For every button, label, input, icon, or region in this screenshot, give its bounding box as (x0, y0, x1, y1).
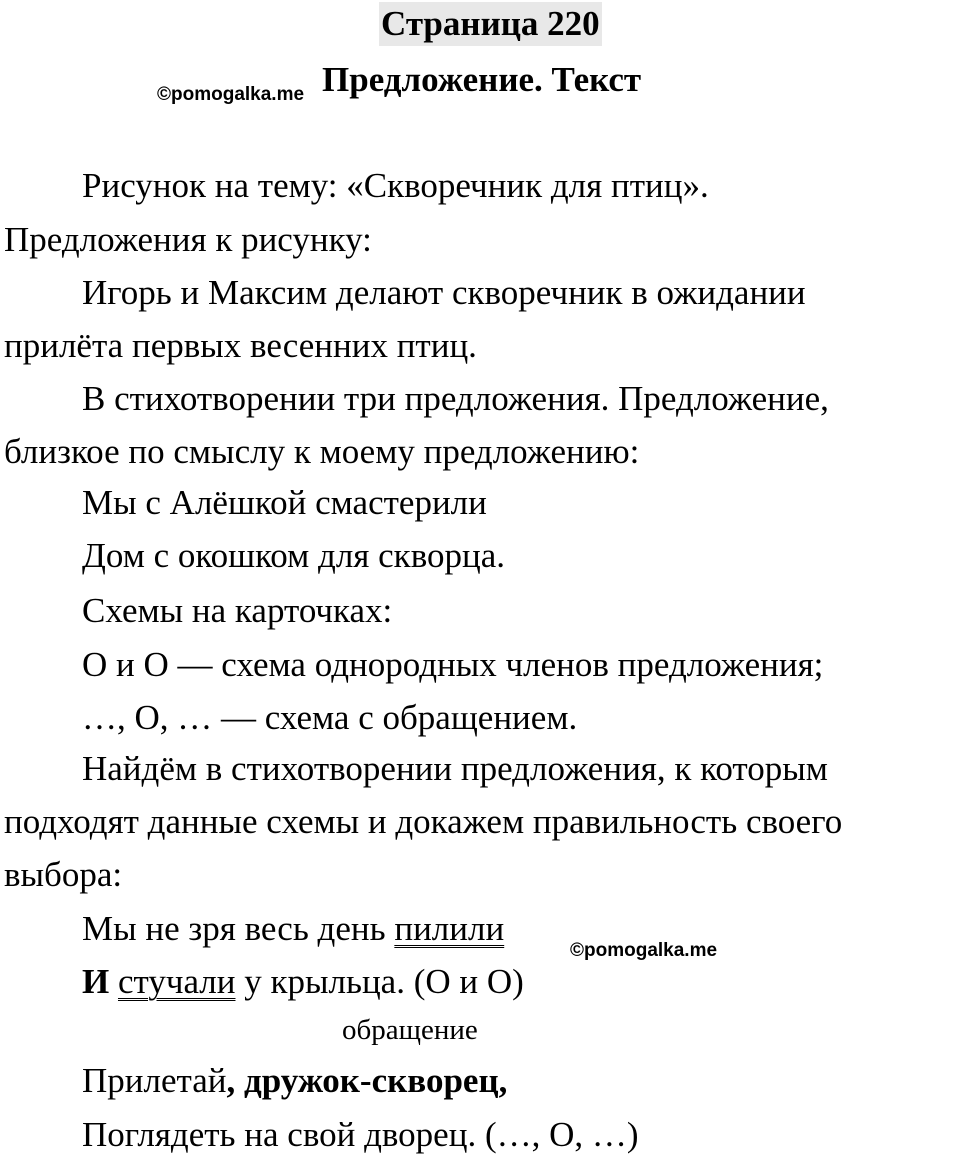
watermark: ©pomogalka.me (570, 940, 718, 961)
address-label: обращение (342, 1014, 478, 1046)
paragraph-line: близкое по смыслу к моему предложению: (4, 432, 640, 471)
paragraph-line: В стихотворении три предложения. Предложение, (82, 379, 829, 418)
section-title: Предложение. Текст (322, 60, 642, 99)
paragraph-line: Найдём в стихотворении предложения, к которым (82, 749, 828, 788)
paragraph-line: прилёта первых весенних птиц. (4, 326, 477, 365)
paragraph-line: О и О — схема однородных членов предложения; (82, 645, 824, 684)
paragraph-line: выбора: (4, 855, 123, 894)
paragraph-line: Предложения к рисунку: (4, 220, 372, 259)
poem-text: у крыльца. (О и О) (235, 962, 524, 1001)
predicate-underlined: стучали (117, 962, 236, 1001)
poem-line (82, 960, 524, 1004)
page-title: Страница 220 (379, 2, 602, 46)
watermark: ©pomogalka.me (157, 84, 305, 105)
poem-line: Дом с окошком для скворца. (82, 536, 505, 575)
predicate-underlined: пилили (394, 909, 505, 948)
paragraph-line: Рисунок на тему: «Скворечник для птиц». (82, 166, 709, 205)
paragraph-line: Схемы на карточках: (82, 591, 393, 630)
paragraph-line: Игорь и Максим делают скворечник в ожидании (82, 273, 806, 312)
address-bold: , дружок-скворец, (226, 1061, 508, 1100)
poem-text: Прилетай (82, 1061, 227, 1100)
paragraph-line: …, О, … — схема с обращением. (82, 698, 578, 737)
conjunction-bold: И (82, 962, 110, 1001)
poem-line (82, 1059, 507, 1103)
paragraph-line: подходят данные схемы и докажем правильность своего (4, 802, 843, 841)
poem-text: Мы не зря весь день (82, 909, 395, 948)
poem-line: Поглядеть на свой дворец. (…, О, …) (82, 1115, 639, 1154)
poem-line: Мы с Алёшкой смастерили (82, 483, 487, 522)
poem-line (82, 907, 504, 951)
